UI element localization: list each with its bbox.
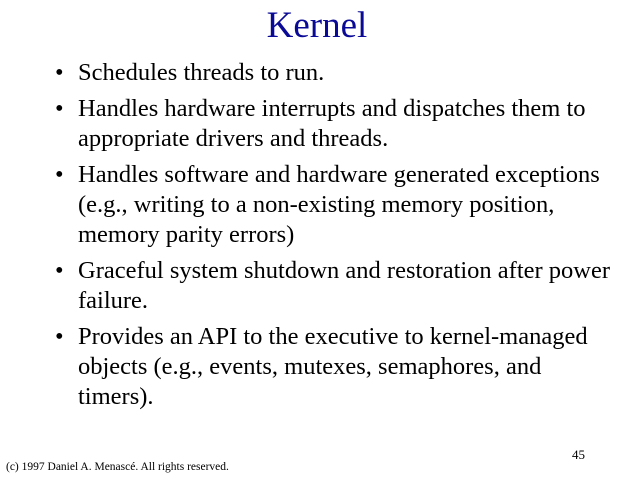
- bullet-text: Provides an API to the executive to kernel-managed objects (e.g., events, mutexes, semaphores, and timers).: [78, 323, 588, 410]
- bullet-icon: •: [55, 323, 64, 350]
- bullet-text: Schedules threads to run.: [78, 59, 325, 86]
- bullet-text: Handles hardware interrupts and dispatches them to appropriate drivers and threads.: [78, 95, 586, 152]
- slide-title: Kernel: [266, 5, 368, 46]
- bullet-text: Graceful system shutdown and restoration after power failure.: [78, 257, 611, 314]
- page-number: 45: [572, 447, 585, 462]
- bullet-icon: •: [55, 95, 64, 122]
- bullet-item: [55, 256, 615, 316]
- bullet-icon: •: [55, 161, 64, 188]
- bullet-list: [55, 58, 615, 418]
- copyright-footer: (c) 1997 Daniel A. Menascé. All rights reserved.: [6, 461, 229, 473]
- bullet-icon: •: [55, 59, 64, 86]
- bullet-item: [55, 322, 615, 412]
- bullet-item: [55, 58, 615, 88]
- bullet-item: [55, 94, 615, 154]
- bullet-text: Handles software and hardware generated exceptions (e.g., writing to a non-existing memory position, memory parity errors): [78, 161, 600, 248]
- bullet-item: [55, 160, 615, 250]
- bullet-icon: •: [55, 257, 64, 284]
